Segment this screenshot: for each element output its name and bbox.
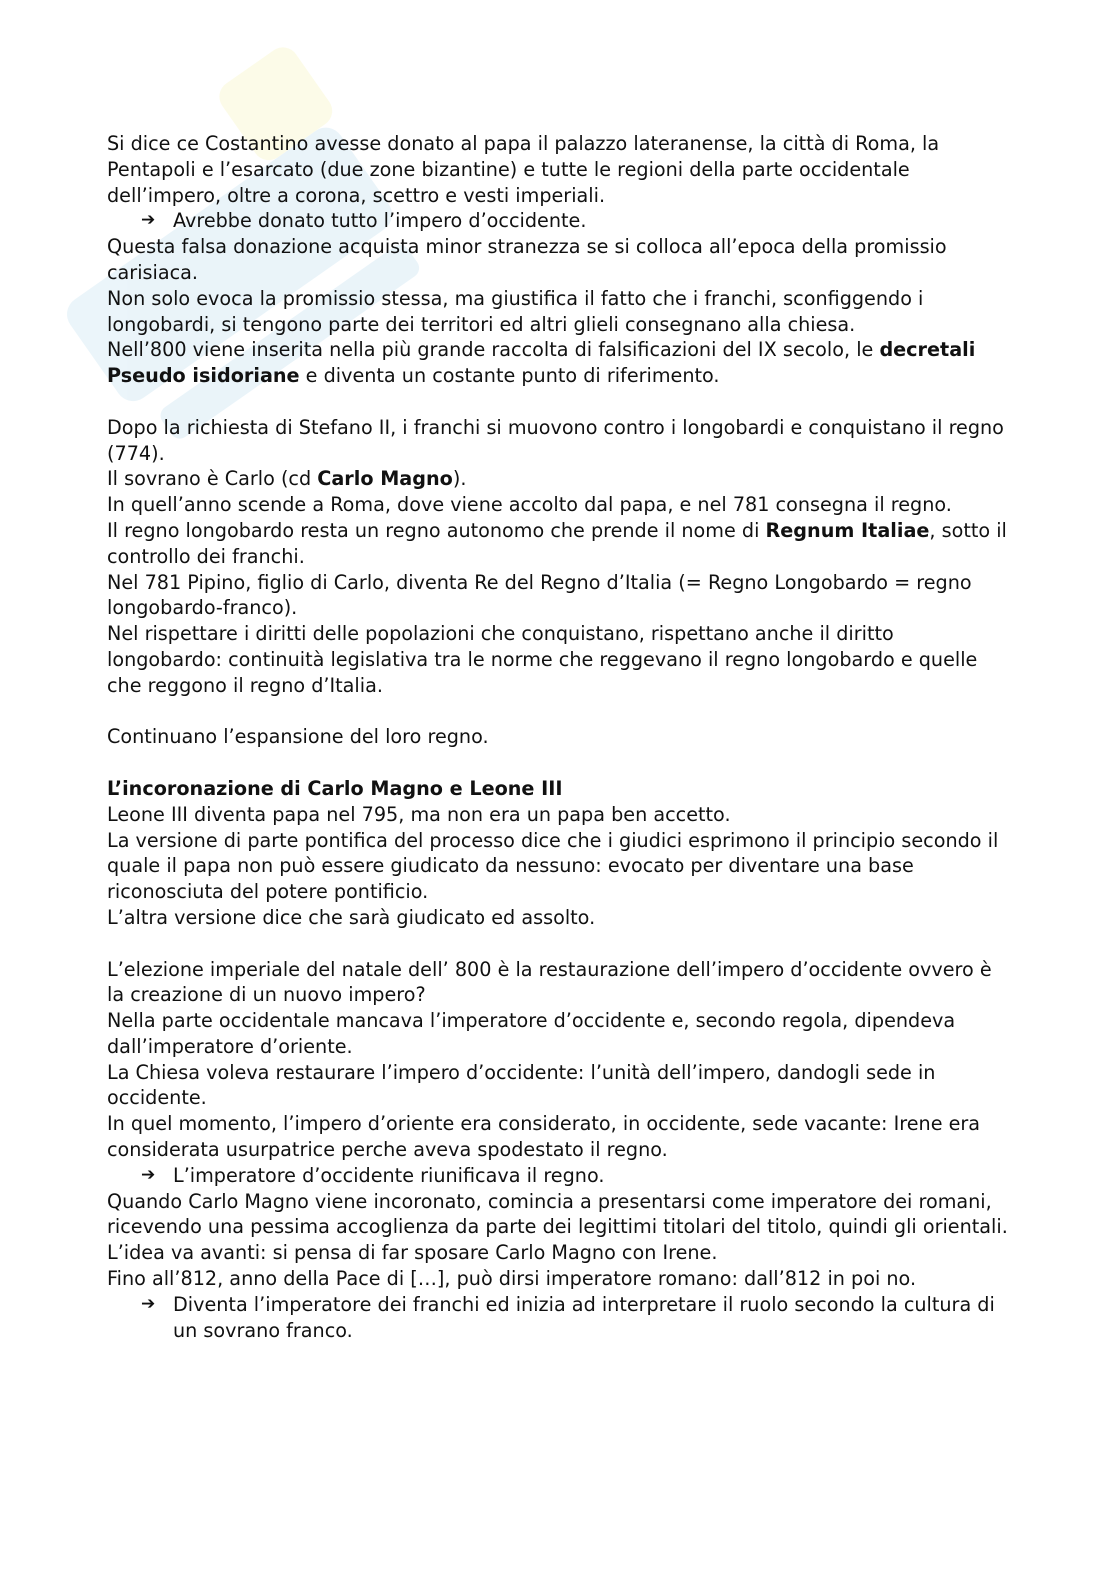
bold-term: Regnum Italiae	[765, 518, 930, 542]
paragraph: Non solo evoca la promissio stessa, ma giustifica il fatto che i franchi, sconfiggendo i longobardi, si tengono parte dei territori ed altri glieli consegnano alla chiesa.	[107, 286, 924, 336]
paragraph: Questa falsa donazione acquista minor stranezza se si colloca all’epoca della promissio carisiaca.	[107, 235, 947, 284]
text-run: e diventa un costante punto di riferimento.	[299, 364, 720, 388]
paragraph: La versione di parte pontifica del processo dice che i giudici esprimono il principio secondo il quale il papa non può essere giudicato da nessuno: evocato per diventare una base riconosciuta del potere pontificio.	[107, 828, 999, 904]
paragraph	[107, 337, 1012, 389]
arrow-bullet	[107, 208, 1012, 234]
arrow-right-icon: ➔	[141, 1293, 156, 1314]
paragraph	[107, 518, 1012, 570]
document-body	[107, 131, 1012, 1343]
text-run: Nell’800 viene inserita nella più grande raccolta di falsificazioni del IX secolo, le	[107, 338, 880, 362]
paragraph: In quel momento, l’impero d’oriente era considerato, in occidente, sede vacante: Irene era considerata usurpatrice perche aveva spodestato il regno.	[107, 1112, 981, 1162]
arrow-right-icon: ➔	[141, 1164, 156, 1185]
bullet-text: L’imperatore d’occidente riunificava il regno.	[173, 1163, 605, 1187]
paragraph: Nella parte occidentale mancava l’imperatore d’occidente e, secondo regola, dipendeva dall’imperatore d’oriente.	[107, 1009, 956, 1058]
paragraph: L’altra versione dice che sarà giudicato ed assolto.	[107, 905, 596, 929]
paragraph: Si dice ce Costantino avesse donato al papa il palazzo lateranense, la città di Roma, la Pentapoli e l’esarcato (due zone bizantine) e tutte le regioni della parte occidentale dell’impero, oltre a corona, scettro e vesti imperiali.	[107, 132, 940, 207]
paragraph: Leone III diventa papa nel 795, ma non era un papa ben accetto.	[107, 802, 731, 826]
blank-line	[107, 699, 1012, 725]
paragraph: Fino all’812, anno della Pace di […], può dirsi imperatore romano: dall’812 in poi no.	[107, 1267, 917, 1291]
text-run: ).	[452, 467, 467, 491]
paragraph: L’elezione imperiale del natale dell’ 800 è la restaurazione dell’impero d’occidente ovvero è la creazione di un nuovo impero?	[107, 957, 992, 1007]
text-run: , sotto il controllo dei franchi.	[107, 518, 1007, 568]
bullet-text: Avrebbe donato tutto l’impero d’occidente.	[173, 209, 587, 233]
blank-line	[107, 389, 1012, 415]
paragraph: Dopo la richiesta di Stefano II, i franchi si muovono contro i longobardi e conquistano il regno (774).	[107, 415, 1004, 465]
blank-line	[107, 931, 1012, 957]
paragraph: Continuano l’espansione del loro regno.	[107, 725, 489, 749]
paragraph: In quell’anno scende a Roma, dove viene accolto dal papa, e nel 781 consegna il regno.	[107, 493, 952, 517]
bullet-text: Diventa l’imperatore dei franchi ed inizia ad interpretare il ruolo secondo la cultura di un sovrano franco.	[173, 1292, 995, 1342]
paragraph: Nel 781 Pipino, figlio di Carlo, diventa Re del Regno d’Italia (= Regno Longobardo = regno longobardo-franco).	[107, 570, 972, 620]
paragraph	[107, 466, 1012, 492]
text-run: Il regno longobardo resta un regno autonomo che prende il nome di	[107, 518, 766, 542]
paragraph: L’idea va avanti: si pensa di far sposare Carlo Magno con Irene.	[107, 1241, 718, 1265]
blank-line	[107, 750, 1012, 776]
bold-term: Carlo Magno	[317, 467, 453, 491]
bold-term: decretali Pseudo isidoriane	[107, 338, 976, 388]
arrow-right-icon: ➔	[141, 210, 156, 231]
paragraph: Quando Carlo Magno viene incoronato, comincia a presentarsi come imperatore dei romani, ricevendo una pessima accoglienza da parte dei legittimi titolari del titolo, quindi gli orientali.	[107, 1189, 1008, 1239]
text-run: Il sovrano è Carlo (cd	[107, 467, 318, 491]
paragraph: La Chiesa voleva restaurare l’impero d’occidente: l’unità dell’impero, dandogli sede in occidente.	[107, 1060, 936, 1110]
paragraph: Nel rispettare i diritti delle popolazioni che conquistano, rispettano anche il diritto longobardo: continuità legislativa tra le norme che reggevano il regno longobardo e quelle che reggono il regno d’Italia.	[107, 622, 978, 697]
arrow-bullet	[107, 1292, 1012, 1344]
arrow-bullet	[107, 1163, 1012, 1189]
section-heading: L’incoronazione di Carlo Magno e Leone III	[107, 776, 563, 800]
